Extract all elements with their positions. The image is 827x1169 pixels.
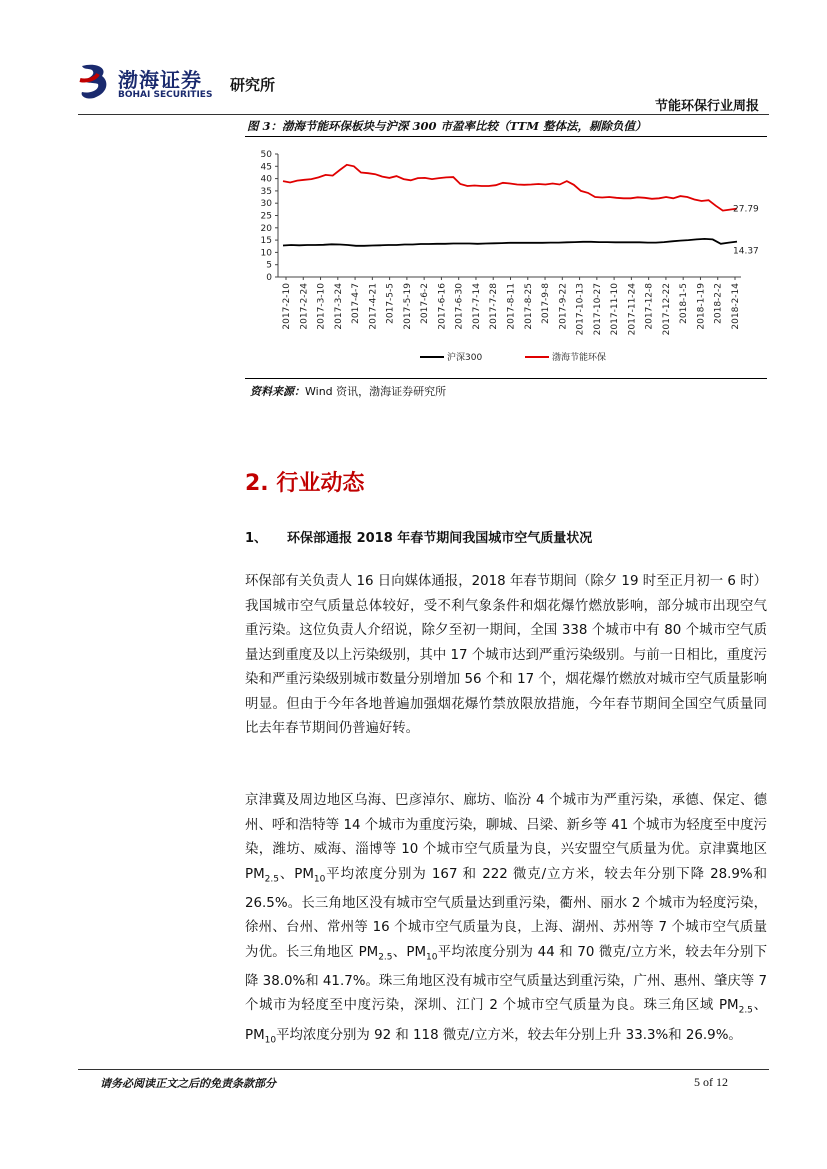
page-number: 5 of 12	[694, 1075, 728, 1089]
x-tick-label: 2017-8-11	[506, 283, 517, 330]
pm10-subscript: 10	[426, 952, 438, 963]
news-item-title-text: 环保部通报 2018 年春节期间我国城市空气质量状况	[287, 531, 593, 546]
x-tick-label: 2018-2-14	[731, 283, 741, 330]
x-tick-label: 2017-2-24	[299, 283, 310, 330]
x-tick-label: 2017-4-7	[351, 283, 362, 324]
x-tick-label: 2017-6-30	[454, 283, 465, 330]
section-heading: 2. 行业动态	[245, 471, 365, 496]
y-axis	[261, 150, 278, 283]
x-tick-label: 2017-9-8	[541, 283, 552, 324]
figure-top-rule	[245, 136, 767, 137]
y-tick-label: 20	[260, 223, 272, 234]
x-tick-label: 2017-5-5	[385, 283, 396, 324]
p2-text-g: 平均浓度分别为 92 和 118 微克/立方米，较去年分别上升 33.3%和 26.9%。	[276, 1027, 742, 1043]
news-item-title	[245, 527, 592, 546]
x-tick-label: 2017-5-19	[402, 283, 413, 330]
p2-text-c: 平均浓度分别为 167 和 222 微克/立方米，较去年分别下降 28.9%和 26.5%。长三角地区没有城市空气质量达到重污染，衢州、丽水 2 个城市为轻度污染，徐州、台州、常州等 16 个城市空气质量为良，上海、湖州、苏州等 7 个城市空气质量为优。长三角地区 PM	[245, 866, 767, 960]
logo-english-name: BOHAI SECURITIES	[118, 90, 213, 100]
x-tick-label: 2017-11-24	[627, 283, 638, 336]
x-axis	[278, 277, 741, 335]
y-tick-label: 40	[260, 174, 272, 185]
y-tick-label: 50	[260, 150, 272, 160]
pm25-subscript: 2.5	[378, 952, 393, 963]
x-tick-label: 2017-9-22	[558, 283, 569, 330]
figure-bottom-rule	[245, 378, 767, 379]
paragraph-1: 环保部有关负责人 16 日向媒体通报，2018 年春节期间（除夕 19 时至正月初一 6 时）我国城市空气质量总体较好，受不利气象条件和烟花爆竹燃放影响，部分城市出现空气重污染。这位负责人介绍说，除夕至初一期间，全国 338 个城市中有 80 个城市空气质量达到重度及以上污染级别，其中 17 个城市达到严重污染级别。与前一日相比，重度污染和严重污染级别城市数量分别增加 56 个和 17 个，烟花爆竹燃放对城市空气质量影响明显。但由于今年各地普遍加强烟花爆竹禁放限放措施，今年春节期间全国空气质量同比去年春节期间仍普遍好转。	[245, 574, 767, 736]
pm25-subscript: 2.5	[264, 874, 279, 885]
series-line-1	[283, 165, 737, 211]
chart-series	[283, 165, 759, 257]
x-tick-label: 2017-7-14	[471, 283, 482, 330]
x-tick-label: 2017-12-22	[661, 283, 672, 336]
x-tick-label: 2017-12-8	[644, 283, 655, 330]
p2-text-a: 京津冀及周边地区乌海、巴彦淖尔、廊坊、临汾 4 个城市为严重污染，承德、保定、德州、呼和浩特等 14 个城市为重度污染，聊城、吕梁、新乡等 41 个城市为轻度至中度污染，潍坊、威海、淄博等 10 个城市空气质量为良，兴安盟空气质量为优。京津冀地区 PM	[245, 793, 767, 882]
x-tick-label: 2017-8-25	[523, 283, 534, 330]
x-tick-label: 2017-6-2	[420, 283, 431, 324]
x-tick-label: 2017-10-13	[575, 283, 586, 336]
y-tick-label: 10	[260, 248, 272, 259]
logo-chinese-name: 渤海证券	[118, 68, 202, 92]
y-tick-label: 45	[260, 162, 272, 173]
y-tick-label: 15	[260, 236, 272, 247]
pm25-subscript: 2.5	[738, 1006, 753, 1017]
paragraph-2	[245, 789, 767, 1053]
figure-title: 图 3：渤海节能环保板块与沪深 300 市盈率比较（TTM 整体法，剔除负值）	[247, 119, 647, 133]
report-title: 节能环保行业周报	[654, 99, 759, 114]
x-tick-label: 2017-3-24	[333, 283, 344, 330]
bohai-logo	[78, 62, 228, 106]
pm10-subscript: 10	[264, 1035, 277, 1046]
legend-label-0: 沪深300	[447, 353, 483, 363]
p2-text-f: 、PM	[245, 998, 768, 1043]
x-tick-label: 2018-1-5	[679, 283, 690, 324]
y-tick-label: 0	[266, 273, 272, 283]
x-tick-label: 2017-3-10	[316, 283, 327, 330]
series-end-label-1: 27.79	[733, 204, 759, 215]
header-divider	[78, 114, 769, 115]
source-label: 资料来源：	[250, 385, 305, 398]
y-tick-label: 25	[260, 211, 272, 222]
x-tick-label: 2017-7-28	[489, 283, 500, 330]
footer-divider	[78, 1069, 769, 1070]
p2-text-e: 平均浓度分别为 44 和 70 微克/立方米，较去年分别下降 38.0%和 41.7%。珠三角地区没有城市空气质量达到重污染，广州、惠州、肇庆等 7 个城市为轻度至中度污染，深圳、江门 2 个城市空气质量为良。珠三角区域 PM	[245, 944, 767, 1014]
x-tick-label: 2017-4-21	[368, 283, 379, 330]
pm10-subscript: 10	[313, 874, 326, 885]
disclaimer-note: 请务必阅读正文之后的免责条款部分	[100, 1077, 276, 1090]
chart-legend	[420, 351, 606, 363]
y-tick-label: 5	[266, 260, 272, 271]
x-tick-label: 2017-2-10	[282, 283, 292, 330]
pe-ratio-chart	[245, 138, 767, 376]
p2-text-d: 、PM	[392, 944, 427, 960]
bohai-logo-mark-icon	[78, 62, 114, 102]
figure-source	[250, 383, 446, 399]
news-item-number: 1、	[245, 531, 268, 546]
y-tick-label: 30	[260, 199, 272, 210]
legend-label-1: 渤海节能环保	[552, 353, 607, 363]
series-line-0	[283, 239, 737, 246]
x-tick-label: 2017-6-16	[437, 283, 448, 330]
p2-text-b: 、PM	[278, 866, 314, 882]
x-tick-label: 2018-2-2	[713, 283, 724, 324]
x-tick-label: 2017-11-10	[610, 283, 621, 336]
y-tick-label: 35	[260, 186, 272, 197]
x-tick-label: 2017-10-27	[592, 283, 603, 336]
x-tick-label: 2018-1-19	[696, 283, 707, 330]
source-text: Wind 资讯，渤海证券研究所	[305, 385, 447, 398]
series-end-label-0: 14.37	[733, 246, 759, 257]
institute-label: 研究所	[230, 76, 276, 94]
